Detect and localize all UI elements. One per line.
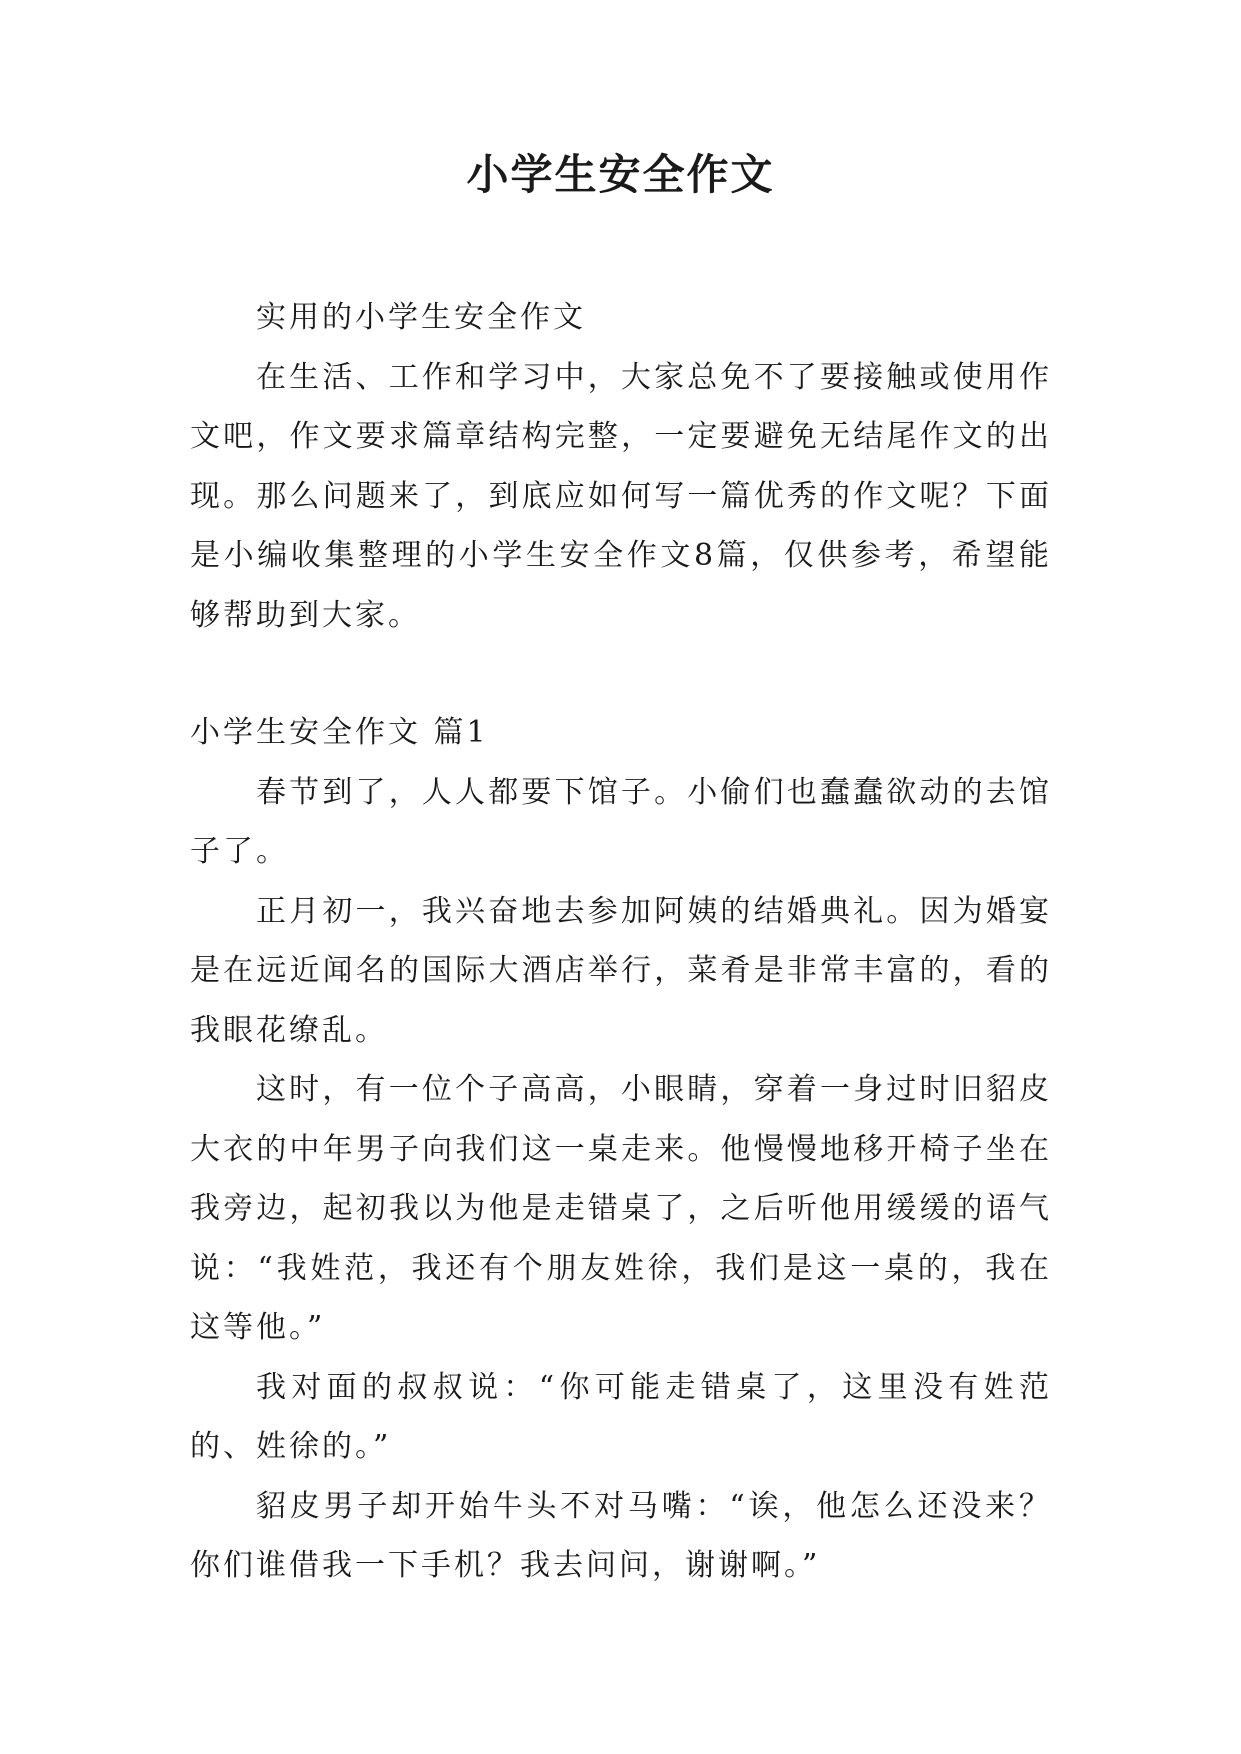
body-paragraph: 这时，有一位个子高高，小眼睛，穿着一身过时旧貂皮大衣的中年男子向我们这一桌走来。他慢慢地移开椅子坐在我旁边，起初我以为他是走错桌了，之后听他用缓缓的语气说：“我姓范，我还有个朋友姓徐，我们是这一桌的，我在这等他。”	[190, 1072, 1052, 1345]
document-title: 小学生安全作文	[466, 150, 775, 199]
body-paragraph: 貂皮男子却开始牛头不对马嘴：“诶，他怎么还没来？你们谁借我一下手机？我去问问，谢谢啊。”	[190, 1488, 1052, 1583]
subtitle-paragraph: 实用的小学生安全作文	[256, 300, 586, 335]
intro-paragraph: 在生活、工作和学习中，大家总免不了要接触或使用作文吧，作文要求篇章结构完整，一定要避免无结尾作文的出现。那么问题来了，到底应如何写一篇优秀的作文呢？下面是小编收集整理的小学生安全作文8篇，仅供参考，希望能够帮助到大家。	[190, 359, 1052, 633]
body-paragraph: 正月初一，我兴奋地去参加阿姨的结婚典礼。因为婚宴是在远近闻名的国际大酒店举行，菜肴是非常丰富的，看的我眼花缭乱。	[190, 893, 1052, 1048]
body-paragraph: 春节到了，人人都要下馆子。小偷们也蠢蠢欲动的去馆子了。	[190, 774, 1052, 869]
section-heading: 小学生安全作文 篇1	[190, 715, 489, 750]
document-body	[190, 288, 1052, 1596]
body-paragraph: 我对面的叔叔说：“你可能走错桌了，这里没有姓范的、姓徐的。”	[190, 1369, 1052, 1464]
